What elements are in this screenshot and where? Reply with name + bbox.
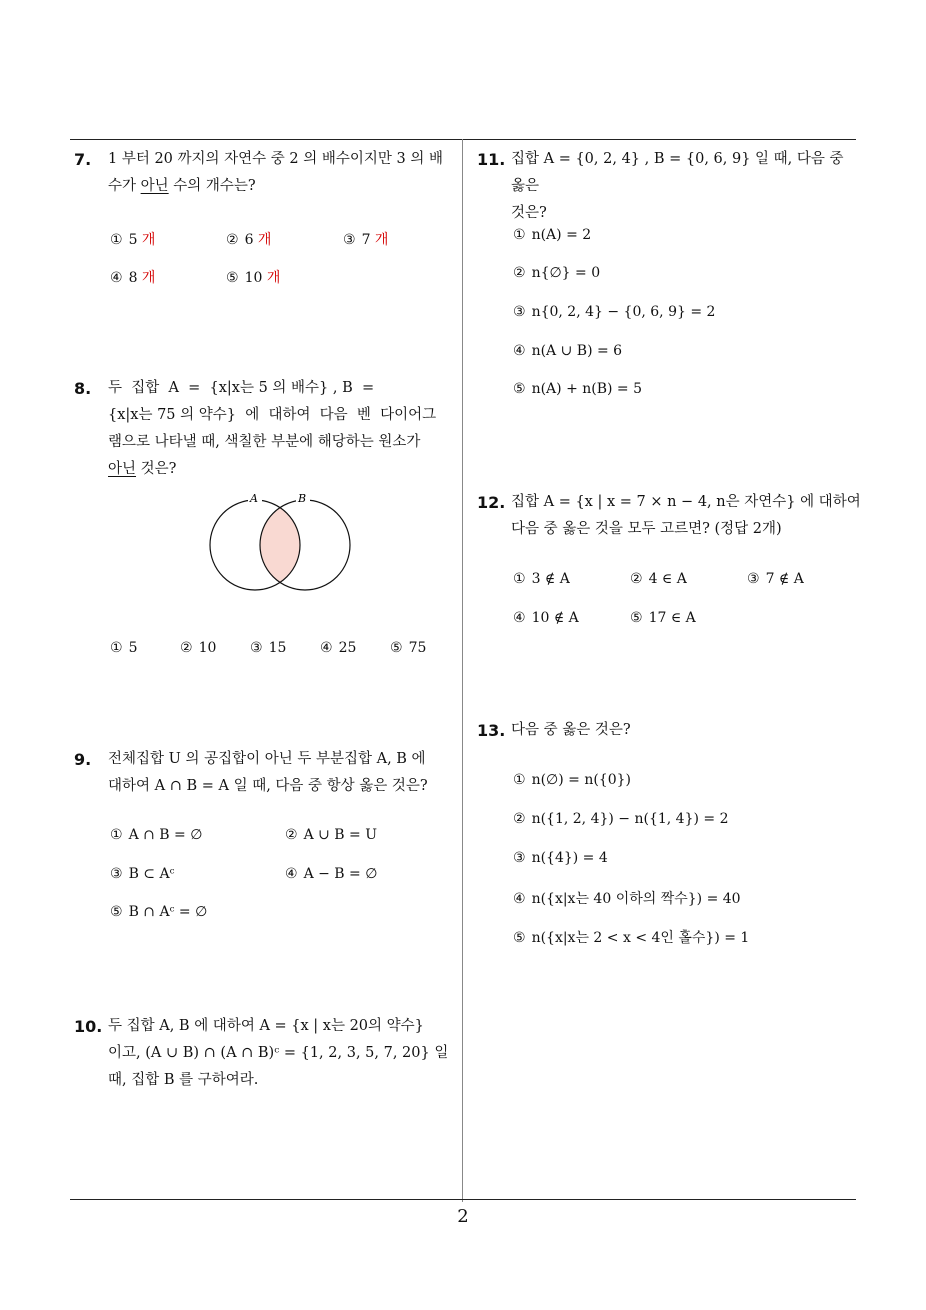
option-value: n(∅) = n({0}) <box>531 772 631 788</box>
option-marker: ④ <box>110 270 123 286</box>
text-segment: 수가 <box>108 178 141 194</box>
option-marker: ⑤ <box>513 930 526 946</box>
answer-option[interactable] <box>513 772 631 788</box>
option-value: 25 <box>338 640 357 656</box>
option-marker: ③ <box>343 232 356 248</box>
answer-option[interactable] <box>250 640 286 656</box>
option-value: 5 <box>128 232 142 248</box>
option-marker: ③ <box>513 304 526 320</box>
option-value: A ∩ B = ∅ <box>128 827 203 843</box>
answer-option[interactable] <box>226 229 271 249</box>
option-unit: 개 <box>266 270 281 286</box>
option-marker: ① <box>513 772 526 788</box>
option-unit: 개 <box>257 232 272 248</box>
option-unit: 개 <box>141 270 156 286</box>
answer-option[interactable] <box>513 304 715 320</box>
option-marker: ④ <box>320 640 333 656</box>
question-number: 11. <box>477 150 506 169</box>
page-number: 2 <box>457 1206 469 1227</box>
option-marker: ② <box>180 640 193 656</box>
answer-option[interactable] <box>110 866 174 882</box>
option-marker: ② <box>513 265 526 281</box>
question-number: 8. <box>74 379 92 398</box>
option-marker: ② <box>630 571 643 587</box>
venn-diagram <box>200 488 360 596</box>
option-marker: ④ <box>513 891 526 907</box>
option-marker: ③ <box>250 640 263 656</box>
option-value: 7 ∉ A <box>765 571 804 587</box>
question-text <box>511 489 861 543</box>
text-segment: 수의 개수는? <box>168 178 256 194</box>
option-marker: ③ <box>110 866 123 882</box>
option-marker: ⑤ <box>110 904 123 920</box>
option-marker: ① <box>110 827 123 843</box>
option-value: B ⊂ Aᶜ <box>128 866 175 882</box>
answer-option[interactable] <box>110 229 155 249</box>
option-value: n({x|x는 2 < x < 4인 홀수}) = 1 <box>531 930 750 946</box>
option-marker: ① <box>110 232 123 248</box>
answer-option[interactable] <box>343 229 388 249</box>
question-line: 1 부터 20 까지의 자연수 중 2 의 배수이지만 3 의 배 <box>108 151 443 167</box>
option-value: 10 <box>198 640 217 656</box>
option-value: 10 ∉ A <box>531 610 579 626</box>
option-marker: ③ <box>747 571 760 587</box>
question-text <box>108 375 468 483</box>
answer-option[interactable] <box>513 888 741 908</box>
question-text <box>108 1013 468 1094</box>
option-unit: 개 <box>374 232 389 248</box>
answer-option[interactable] <box>513 927 749 947</box>
answer-option[interactable] <box>110 827 202 843</box>
option-value: 5 <box>128 640 138 656</box>
question-number: 13. <box>477 721 506 740</box>
option-unit: 개 <box>141 232 156 248</box>
question-text <box>511 146 861 227</box>
question-line: 집합 A = {x | x = 7 × n − 4, n은 자연수} 에 대하여 <box>511 494 861 510</box>
answer-option[interactable] <box>285 866 377 882</box>
answer-option[interactable] <box>180 640 216 656</box>
question-number: 12. <box>477 493 506 512</box>
answer-option[interactable] <box>747 571 804 587</box>
option-value: A − B = ∅ <box>303 866 378 882</box>
question-line: 때, 집합 B 를 구하여라. <box>108 1072 259 1088</box>
question-text <box>108 746 468 800</box>
answer-option[interactable] <box>110 640 137 656</box>
top-rule <box>70 139 856 140</box>
question-line: 것은? <box>511 205 547 221</box>
option-marker: ⑤ <box>513 381 526 397</box>
bottom-rule <box>70 1199 856 1200</box>
question-line: 다음 중 옳은 것을 모두 고르면? (정답 2개) <box>511 521 782 537</box>
answer-option[interactable] <box>513 811 728 827</box>
option-value: n{0, 2, 4} − {0, 6, 9} = 2 <box>531 304 716 320</box>
answer-option[interactable] <box>513 227 591 243</box>
answer-option[interactable] <box>513 850 608 866</box>
answer-option[interactable] <box>513 571 570 587</box>
option-marker: ④ <box>285 866 298 882</box>
option-marker: ⑤ <box>630 610 643 626</box>
option-value: 15 <box>268 640 287 656</box>
underlined-word: 아닌 <box>108 461 137 477</box>
option-marker: ④ <box>513 343 526 359</box>
question-text <box>511 717 861 744</box>
answer-option[interactable] <box>110 904 207 920</box>
option-value: B ∩ Aᶜ = ∅ <box>128 904 208 920</box>
option-value: n(A) + n(B) = 5 <box>531 381 643 397</box>
text-segment: 것은? <box>136 461 177 477</box>
question-text <box>108 146 468 200</box>
answer-option[interactable] <box>110 267 155 287</box>
option-value: 6 <box>244 232 258 248</box>
question-line: 집합 A = {0, 2, 4} , B = {0, 6, 9} 일 때, 다음 중 옳은 <box>511 151 844 194</box>
option-marker: ⑤ <box>390 640 403 656</box>
option-marker: ② <box>226 232 239 248</box>
option-value: n{∅} = 0 <box>531 265 601 281</box>
question-number: 7. <box>74 150 92 169</box>
answer-option[interactable] <box>513 610 579 626</box>
option-value: n(A ∪ B) = 6 <box>531 343 623 359</box>
option-marker: ③ <box>513 850 526 866</box>
option-marker: ② <box>285 827 298 843</box>
option-marker: ① <box>110 640 123 656</box>
option-value: A ∪ B = U <box>303 827 378 843</box>
answer-option[interactable] <box>513 343 622 359</box>
option-value: 3 ∉ A <box>531 571 570 587</box>
question-line: 램으로 나타낼 때, 색칠한 부분에 해당하는 원소가 <box>108 434 421 450</box>
option-value: 8 <box>128 270 142 286</box>
venn-label-b: B <box>298 492 307 505</box>
option-value: n({4}) = 4 <box>531 850 608 866</box>
option-marker: ⑤ <box>226 270 239 286</box>
option-value: n(A) = 2 <box>531 227 592 243</box>
answer-option[interactable] <box>513 265 600 281</box>
question-line: 두 집합 A, B 에 대하여 A = {x | x는 20의 약수} <box>108 1018 424 1034</box>
question-line: 두 집합 A = {x|x는 5 의 배수} , B = <box>108 380 375 396</box>
option-value: n({x|x는 40 이하의 짝수}) = 40 <box>531 891 741 907</box>
underlined-word: 아닌 <box>140 178 169 194</box>
option-value: n({1, 2, 4}) − n({1, 4}) = 2 <box>531 811 729 827</box>
option-value: 75 <box>408 640 427 656</box>
venn-label-a: A <box>250 492 258 505</box>
option-value: 10 <box>244 270 267 286</box>
answer-option[interactable] <box>285 827 377 843</box>
option-value: 17 ∈ A <box>648 610 696 626</box>
question-line <box>108 173 468 200</box>
question-line: {x|x는 75 의 약수} 에 대하여 다음 벤 다이어그 <box>108 407 437 423</box>
question-line: 대하여 A ∩ B = A 일 때, 다음 중 항상 옳은 것은? <box>108 778 428 794</box>
option-value: 4 ∈ A <box>648 571 687 587</box>
answer-option[interactable] <box>513 381 642 397</box>
question-number: 9. <box>74 750 92 769</box>
question-number: 10. <box>74 1017 103 1036</box>
option-marker: ④ <box>513 610 526 626</box>
option-marker: ① <box>513 227 526 243</box>
question-line: 전체집합 U 의 공집합이 아닌 두 부분집합 A, B 에 <box>108 751 426 767</box>
answer-option[interactable] <box>390 640 426 656</box>
answer-option[interactable] <box>630 610 696 626</box>
answer-option[interactable] <box>630 571 687 587</box>
answer-option[interactable] <box>320 640 356 656</box>
question-line: 다음 중 옳은 것은? <box>511 722 631 738</box>
question-line: 이고, (A ∪ B) ∩ (A ∩ B)ᶜ = {1, 2, 3, 5, 7, 20} 일 <box>108 1045 449 1061</box>
answer-option[interactable] <box>226 267 280 287</box>
option-marker: ① <box>513 571 526 587</box>
option-value: 7 <box>361 232 375 248</box>
option-marker: ② <box>513 811 526 827</box>
question-line <box>108 456 468 483</box>
